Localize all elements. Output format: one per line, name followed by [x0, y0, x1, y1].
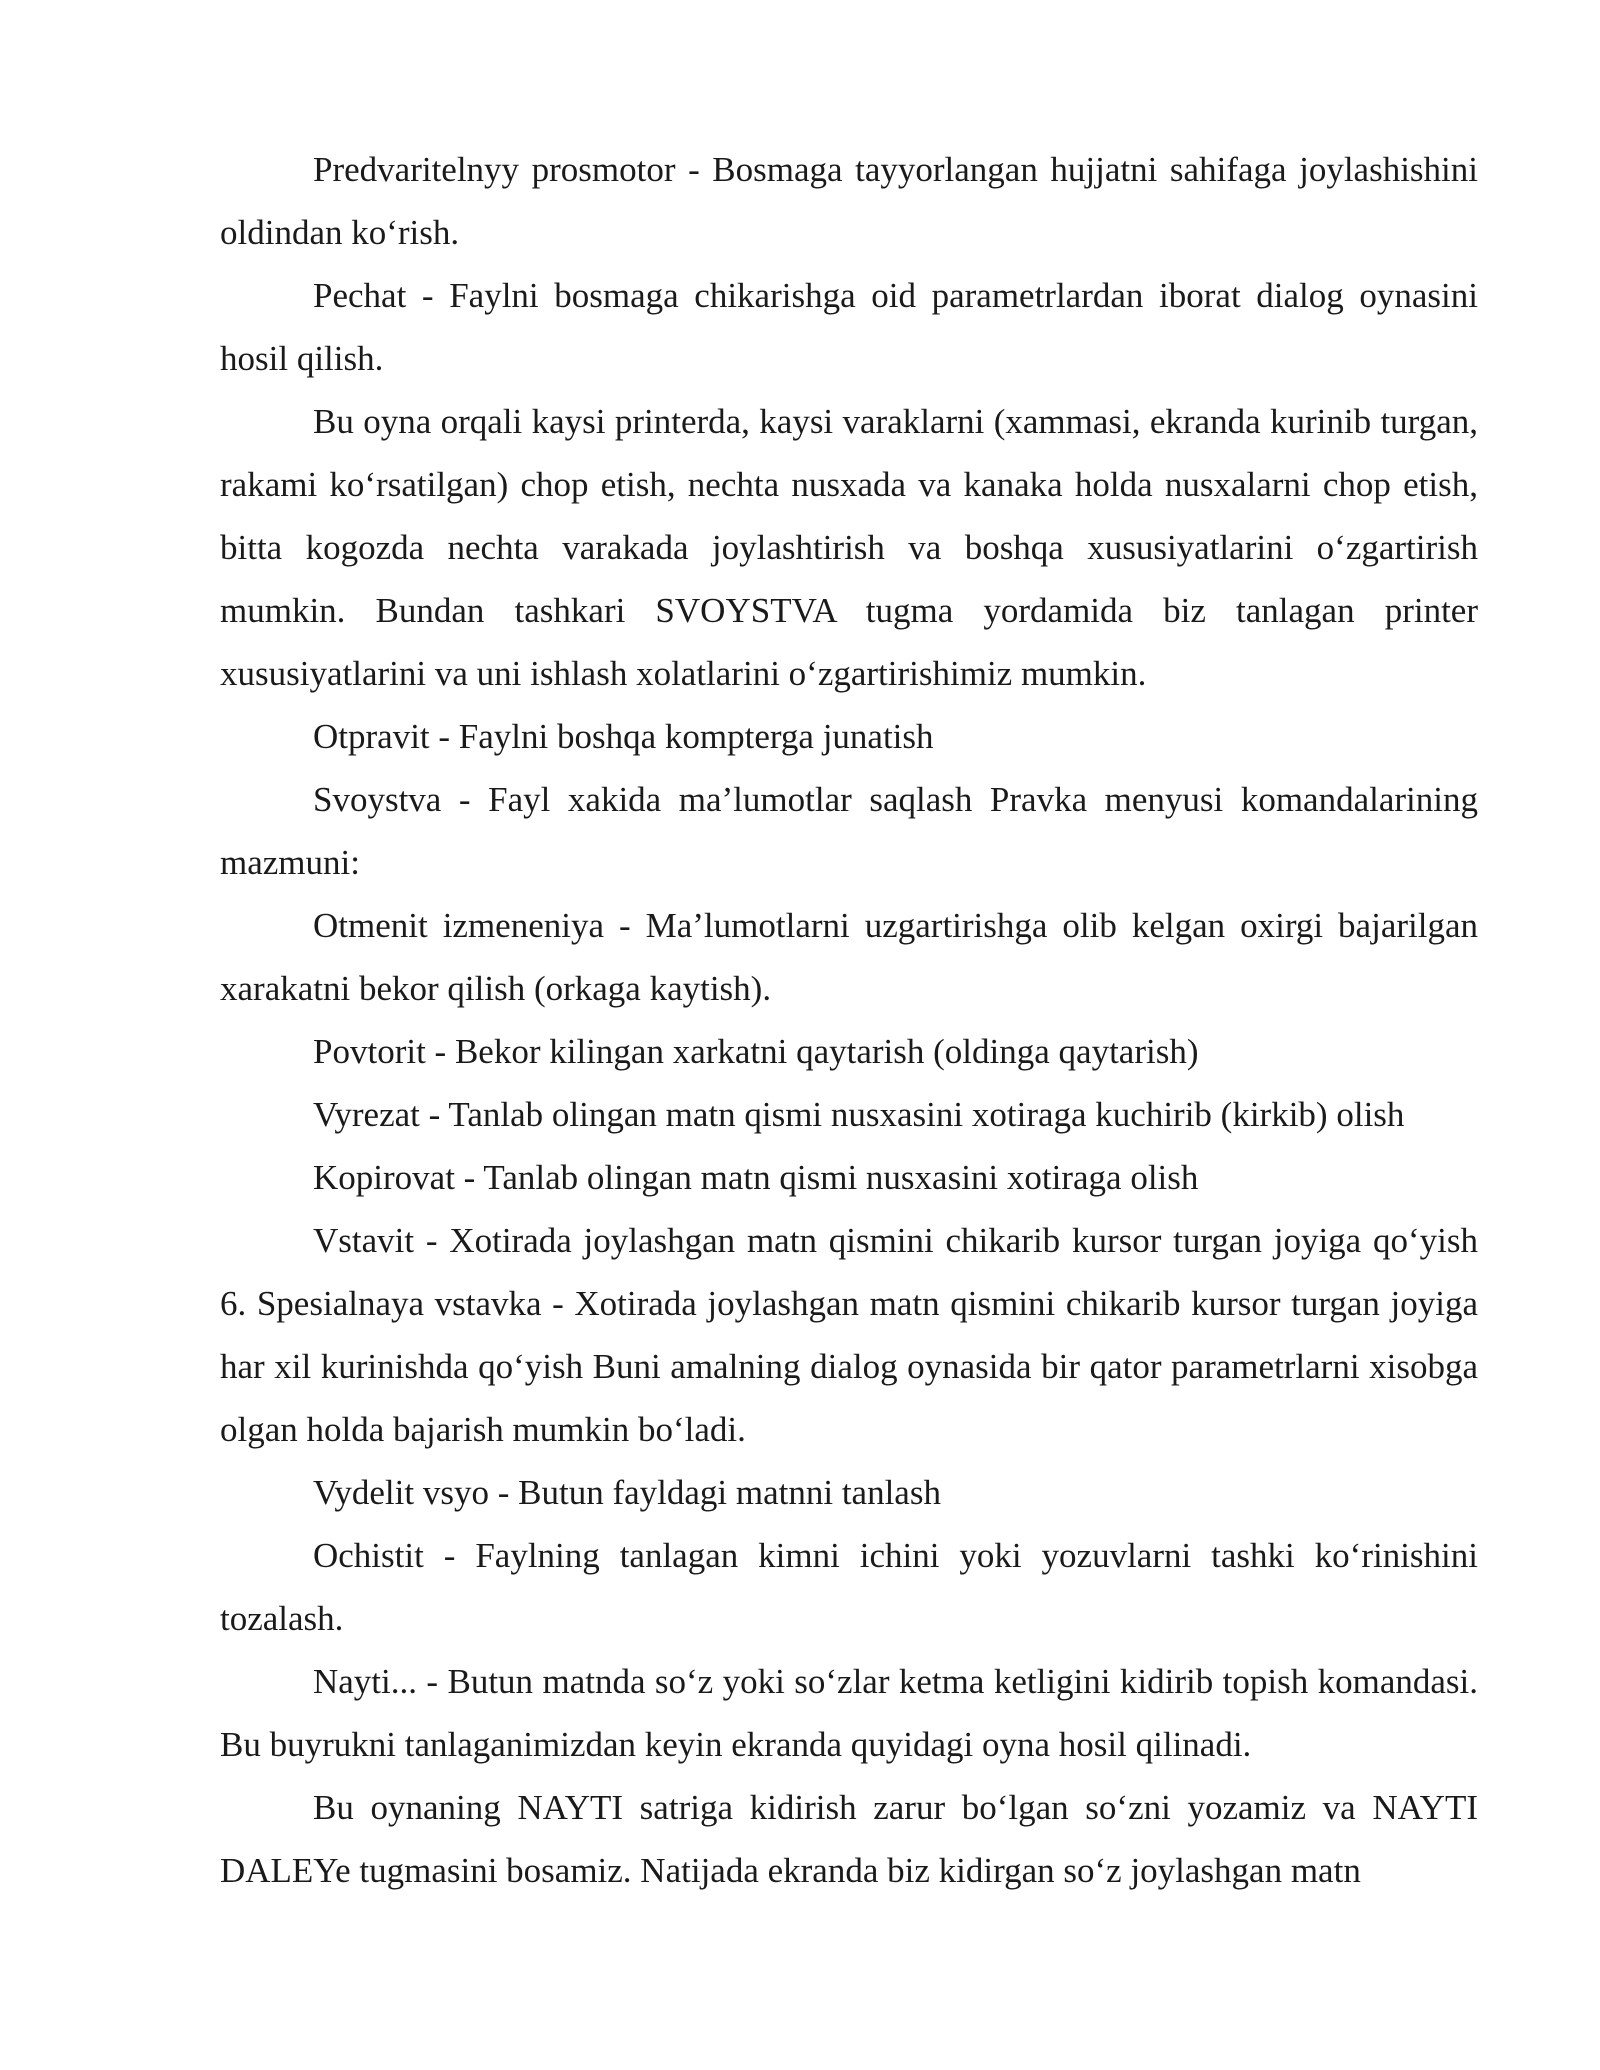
paragraph-print-dialog-description: Bu oyna orqali kaysi printerda, kaysi varaklarni (xammasi, ekranda kurinib turgan, rakami ko‘rsatilgan) chop etish, nechta nusxada va kanaka holda nusxalarni chop etish, bitta kogozda nechta varakada joylashtirish va boshqa xususiyatlarini o‘zgartirish mumkin. Bundan tashkari SVOYSTVA tugma yordamida biz tanlagan printer xususiyatlarini va uni ishlash xolatlarini o‘zgartirishimiz mumkin.	[220, 402, 1478, 693]
paragraph-pechat: Pechat - Faylni bosmaga chikarishga oid parametrlardan iborat dialog oynasini hosil qilish.	[220, 276, 1478, 378]
paragraph-ochistit: Ochistit - Faylning tanlagan kimni ichini yoki yozuvlarni tashki ko‘rinishini tozalash.	[220, 1536, 1478, 1638]
document-page	[220, 138, 1478, 1902]
paragraph-kopirovat: Kopirovat - Tanlab olingan matn qismi nusxasini xotiraga olish	[313, 1158, 1199, 1197]
paragraph-vstavit: Vstavit - Xotirada joylashgan matn qismini chikarib kursor turgan joyiga qo‘yish 6. Spesialnaya vstavka - Xotirada joylashgan matn qismini chikarib kursor turgan joyiga har xil kurinishda qo‘yish Buni amalning dialog oynasida bir qator parametrlarni xisobga olgan holda bajarish mumkin bo‘ladi.	[220, 1221, 1478, 1449]
paragraph-nayti-dialog-usage: Bu oynaning NAYTI satriga kidirish zarur bo‘lgan so‘zni yozamiz va NAYTI DALEYe tugmasini bosamiz. Natijada ekranda biz kidirgan so‘z joylashgan matn	[220, 1788, 1478, 1890]
paragraph-otpravit: Otpravit - Faylni boshqa kompterga junatish	[313, 717, 934, 756]
paragraph-vyrezat: Vyrezat - Tanlab olingan matn qismi nusxasini xotiraga kuchirib (kirkib) olish	[313, 1095, 1405, 1134]
paragraph-otmenit: Otmenit izmeneniya - Ma’lumotlarni uzgartirishga olib kelgan oxirgi bajarilgan xarakatni bekor qilish (orkaga kaytish).	[220, 906, 1478, 1008]
paragraph-vydelit-vsyo: Vydelit vsyo - Butun fayldagi matnni tanlash	[313, 1473, 941, 1512]
paragraph-nayti: Nayti... - Butun matnda so‘z yoki so‘zlar ketma ketligini kidirib topish komandasi. Bu buyrukni tanlaganimizdan keyin ekranda quyidagi oyna hosil qilinadi.	[220, 1662, 1478, 1764]
paragraph-svoystva: Svoystva - Fayl xakida ma’lumotlar saqlash Pravka menyusi komandalarining mazmuni:	[220, 780, 1478, 882]
paragraph-povtorit: Povtorit - Bekor kilingan xarkatni qaytarish (oldinga qaytarish)	[313, 1032, 1199, 1071]
paragraph-predvaritelnyy-prosmotor: Predvaritelnyy prosmotor - Bosmaga tayyorlangan hujjatni sahifaga joylashishini oldindan ko‘rish.	[220, 150, 1478, 252]
